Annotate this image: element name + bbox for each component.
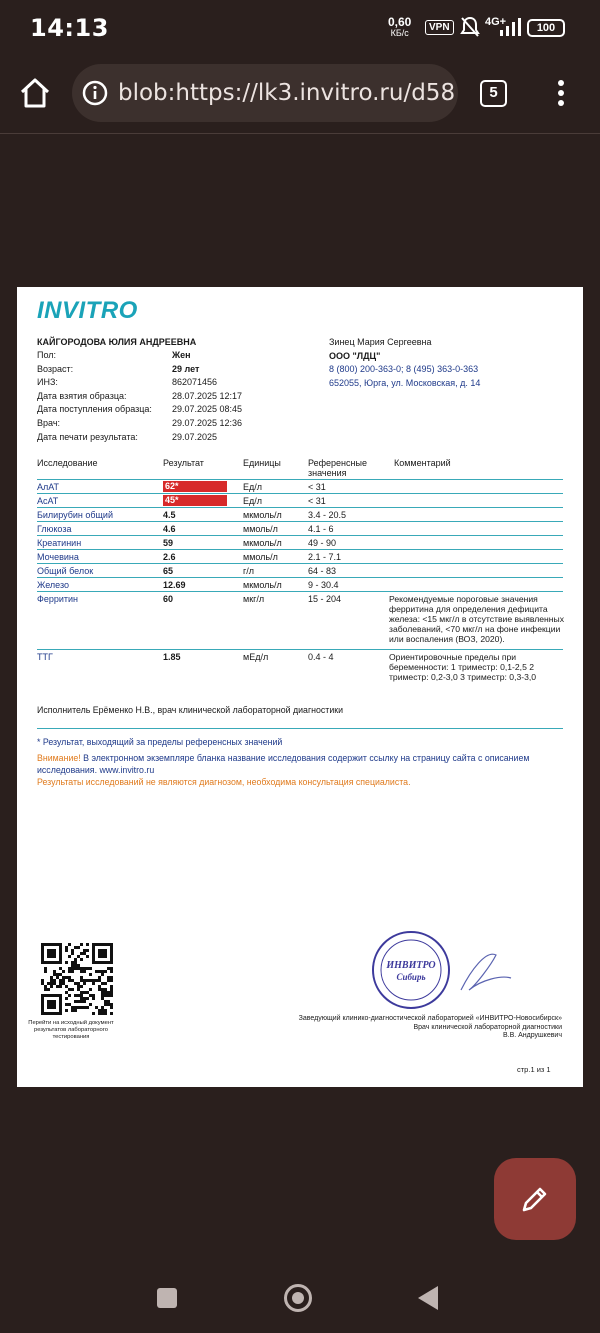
table-row — [37, 480, 563, 494]
reference-range: 3.4 - 20.5 — [308, 510, 347, 520]
table-row — [37, 578, 563, 592]
patient-field: Пол: Жен — [37, 350, 191, 360]
system-nav-bar — [0, 1262, 600, 1333]
patient-name: КАЙГОРОДОВА ЮЛИЯ АНДРЕЕВНА — [37, 337, 197, 347]
result-value: 1.85 — [163, 652, 181, 662]
study-name[interactable]: АсАТ — [37, 496, 59, 506]
url-text: blob:https://lk3.invitro.ru/d58 — [118, 80, 456, 106]
recent-apps-button[interactable] — [157, 1288, 177, 1308]
unit: мкмоль/л — [243, 580, 282, 590]
result-value: 12.69 — [163, 580, 186, 590]
speed-value: 0,60 — [388, 15, 412, 29]
unit: ммоль/л — [243, 524, 278, 534]
speed-unit: КБ/с — [390, 28, 409, 38]
study-name[interactable]: Железо — [37, 580, 69, 590]
reference-range: 2.1 - 7.1 — [308, 552, 342, 562]
more-icon[interactable] — [556, 78, 566, 113]
tab-switcher-button[interactable]: 5 — [480, 80, 507, 107]
reference-range: < 31 — [308, 496, 326, 506]
reference-range: 49 - 90 — [308, 538, 337, 548]
result-value: 65 — [163, 566, 174, 576]
unit: Ед/л — [243, 496, 263, 506]
note-attention — [37, 752, 567, 776]
header-reference: Референсные значения — [308, 458, 367, 478]
study-name[interactable]: Креатинин — [37, 538, 82, 548]
vpn-icon: VPN — [425, 20, 454, 35]
patient-field: Дата печати результата: 29.07.2025 — [37, 431, 218, 442]
patient-field: Возраст: 29 лет — [37, 363, 200, 374]
signal-icon — [500, 18, 522, 41]
address-bar[interactable] — [72, 64, 458, 122]
stamp-icon — [371, 930, 521, 1015]
invitro-logo: INVITRO — [37, 297, 138, 324]
qr-code[interactable] — [41, 943, 113, 1020]
unit: г/л — [243, 566, 255, 576]
org-name: ООО "ЛДЦ" — [329, 350, 381, 361]
reference-range: 9 - 30.4 — [308, 580, 339, 590]
table-row — [37, 522, 563, 536]
table-row — [37, 564, 563, 578]
org-address: 652055, Юрга, ул. Московская, д. 14 — [329, 377, 481, 388]
network-type: 4G+ — [485, 16, 507, 28]
patient-info — [37, 337, 242, 445]
table-row — [37, 592, 563, 650]
back-button[interactable] — [418, 1286, 438, 1310]
battery-icon: 100 — [527, 19, 565, 37]
page-number: стр.1 из 1 — [517, 1065, 551, 1074]
svg-text:Сибирь: Сибирь — [396, 972, 426, 982]
notes — [37, 736, 567, 788]
study-name[interactable]: Билирубин общий — [37, 510, 113, 520]
home-button[interactable] — [284, 1284, 312, 1312]
result-value: 59 — [163, 538, 174, 548]
patient-field: Дата взятия образца: 28.07.2025 12:17 — [37, 390, 243, 401]
study-name[interactable]: Глюкоза — [37, 524, 72, 534]
referring-doctor: Зинец Мария Сергеевна — [329, 337, 432, 347]
lab-org-info — [329, 337, 480, 391]
clock: 14:13 — [30, 14, 109, 42]
note-star: * Результат, выходящий за пределы референсных значений — [37, 737, 283, 747]
results-table — [37, 480, 563, 696]
unit: ммоль/л — [243, 552, 278, 562]
study-name[interactable]: ТТГ — [37, 652, 53, 662]
qr-caption: Перейти на исходный документ результатов лабораторного тестирования — [28, 1020, 114, 1040]
network-speed — [388, 17, 411, 39]
header-study: Исследование — [37, 458, 98, 468]
unit: мкмоль/л — [243, 538, 282, 548]
table-row — [37, 494, 563, 508]
patient-field: ИНЗ: 862071456 — [37, 377, 218, 388]
result-value: 62* — [163, 481, 227, 492]
unit: мЕд/л — [243, 652, 269, 662]
result-value: 4.5 — [163, 510, 176, 520]
results-table-header — [37, 456, 563, 480]
lab-result-document — [17, 287, 583, 1087]
home-icon[interactable] — [18, 76, 52, 115]
result-value: 60 — [163, 594, 174, 604]
reference-range: 15 - 204 — [308, 594, 342, 604]
comment: Рекомендуемые пороговые значения ферритина для определения дефицита железа: <15 мкг/л в отсутствие выявленных заболеваний, <70 мкг/л на фоне инфекции или воспаления (ВОЗ, 2020). — [389, 594, 565, 644]
header-comment: Комментарий — [394, 458, 451, 468]
reference-range: 64 - 83 — [308, 566, 337, 576]
result-value: 45* — [163, 495, 227, 506]
reference-range: 4.1 - 6 — [308, 524, 334, 534]
study-name[interactable]: Мочевина — [37, 552, 79, 562]
info-icon[interactable] — [82, 80, 108, 111]
mute-icon — [460, 16, 480, 43]
comment: Ориентировочные пределы при беременности: 1 триместр: 0,1-2,5 2 триместр: 0,2-3,0 3 триместр: 0,3-3,0 — [389, 652, 537, 682]
executor: Исполнитель Ерёменко Н.В., врач клинической лабораторной диагностики — [37, 705, 563, 729]
note-diagnosis: Результаты исследований не являются диагнозом, необходима консультация специалиста. — [37, 777, 411, 787]
header-unit: Единицы — [243, 458, 281, 468]
table-row — [37, 650, 563, 696]
org-phones[interactable]: 8 (800) 200-363-0; 8 (495) 363-0-363 — [329, 364, 479, 375]
study-name[interactable]: АлАТ — [37, 482, 60, 492]
reference-range: 0.4 - 4 — [308, 652, 334, 662]
study-name[interactable]: Общий белок — [37, 566, 94, 576]
status-bar — [0, 0, 600, 58]
result-value: 4.6 — [163, 524, 176, 534]
reference-range: < 31 — [308, 482, 326, 492]
edit-button[interactable] — [494, 1158, 576, 1240]
unit: мкмоль/л — [243, 510, 282, 520]
pencil-icon — [519, 1183, 551, 1215]
table-row — [37, 536, 563, 550]
note-attention-word: Внимание! — [37, 753, 81, 763]
browser-toolbar — [0, 58, 600, 134]
svg-text:ИНВИТРО: ИНВИТРО — [386, 960, 436, 971]
table-row — [37, 550, 563, 564]
study-name[interactable]: Ферритин — [37, 594, 79, 604]
table-row — [37, 508, 563, 522]
signature-block: Заведующий клинико-диагностической лабораторией «ИНВИТРО-Новосибирск» Врач клинической лабораторной диагностики В.В. Андрушкевич — [298, 1015, 562, 1039]
patient-field: Врач: 29.07.2025 12:36 — [37, 417, 243, 428]
result-value: 2.6 — [163, 552, 176, 562]
note-attention-text[interactable]: В электронном экземпляре бланка название исследования содержит ссылку на страницу сайта с описанием исследования. www.invitro.ru — [37, 753, 530, 775]
patient-field: Дата поступления образца: 29.07.2025 08:45 — [37, 404, 243, 415]
unit: мкг/л — [243, 594, 265, 604]
unit: Ед/л — [243, 482, 263, 492]
header-result: Результат — [163, 458, 204, 468]
